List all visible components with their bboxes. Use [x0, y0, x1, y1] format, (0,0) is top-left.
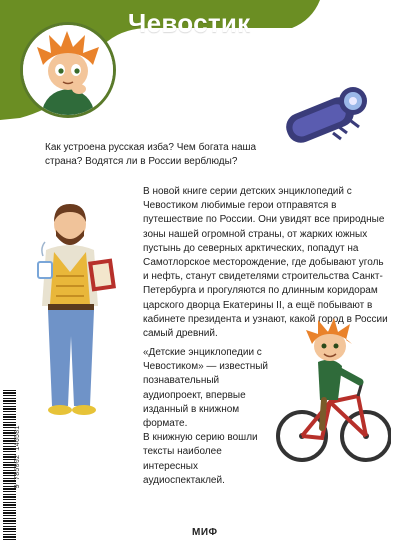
man-reading-illustration [10, 196, 135, 426]
series-note [143, 346, 273, 488]
publisher-logo: МИФ [192, 527, 218, 538]
series-note-paragraph-1: «Детские энциклопедии с Чевостиком» — известный познавательный аудиопроект, впервые изданный в книжном формате. [143, 347, 269, 430]
man-image [10, 196, 135, 421]
teaser-text: Как устроена русская изба? Чем богата наша страна? Водятся ли в России верблюды? [45, 142, 257, 167]
main-description: В новой книге серии детских энциклопедий с Чевостиком любимые герои отправятся в путешествие по России. Они увидят все природные зоны нашей огромной страны, от жарких южных пустынь до северных арктических, попадут на Самотлорское месторождение, где добывают уголь и нефть, станут свидетелями строительства Санкт-Петербурга и прогуляются по длинным коридорам царского дворца Екатерины II, а ещё побывают в кабинете президента и узнают, какой город в России самый древний. [143, 186, 388, 340]
isbn-number: 9 785002 146581 [14, 425, 22, 489]
chevostik-on-bicycle-illustration [276, 316, 391, 473]
series-note-paragraph-2: В книжную серию вошли тексты наиболее интересных аудиоспектаклей. [143, 432, 258, 486]
chevostik-portrait [20, 22, 116, 118]
cyclist-image [276, 316, 391, 468]
chevostik-thinking-image [23, 25, 113, 115]
time-machine-device [277, 83, 387, 156]
device-image [277, 83, 387, 151]
series-title: Чевостик [128, 8, 251, 38]
